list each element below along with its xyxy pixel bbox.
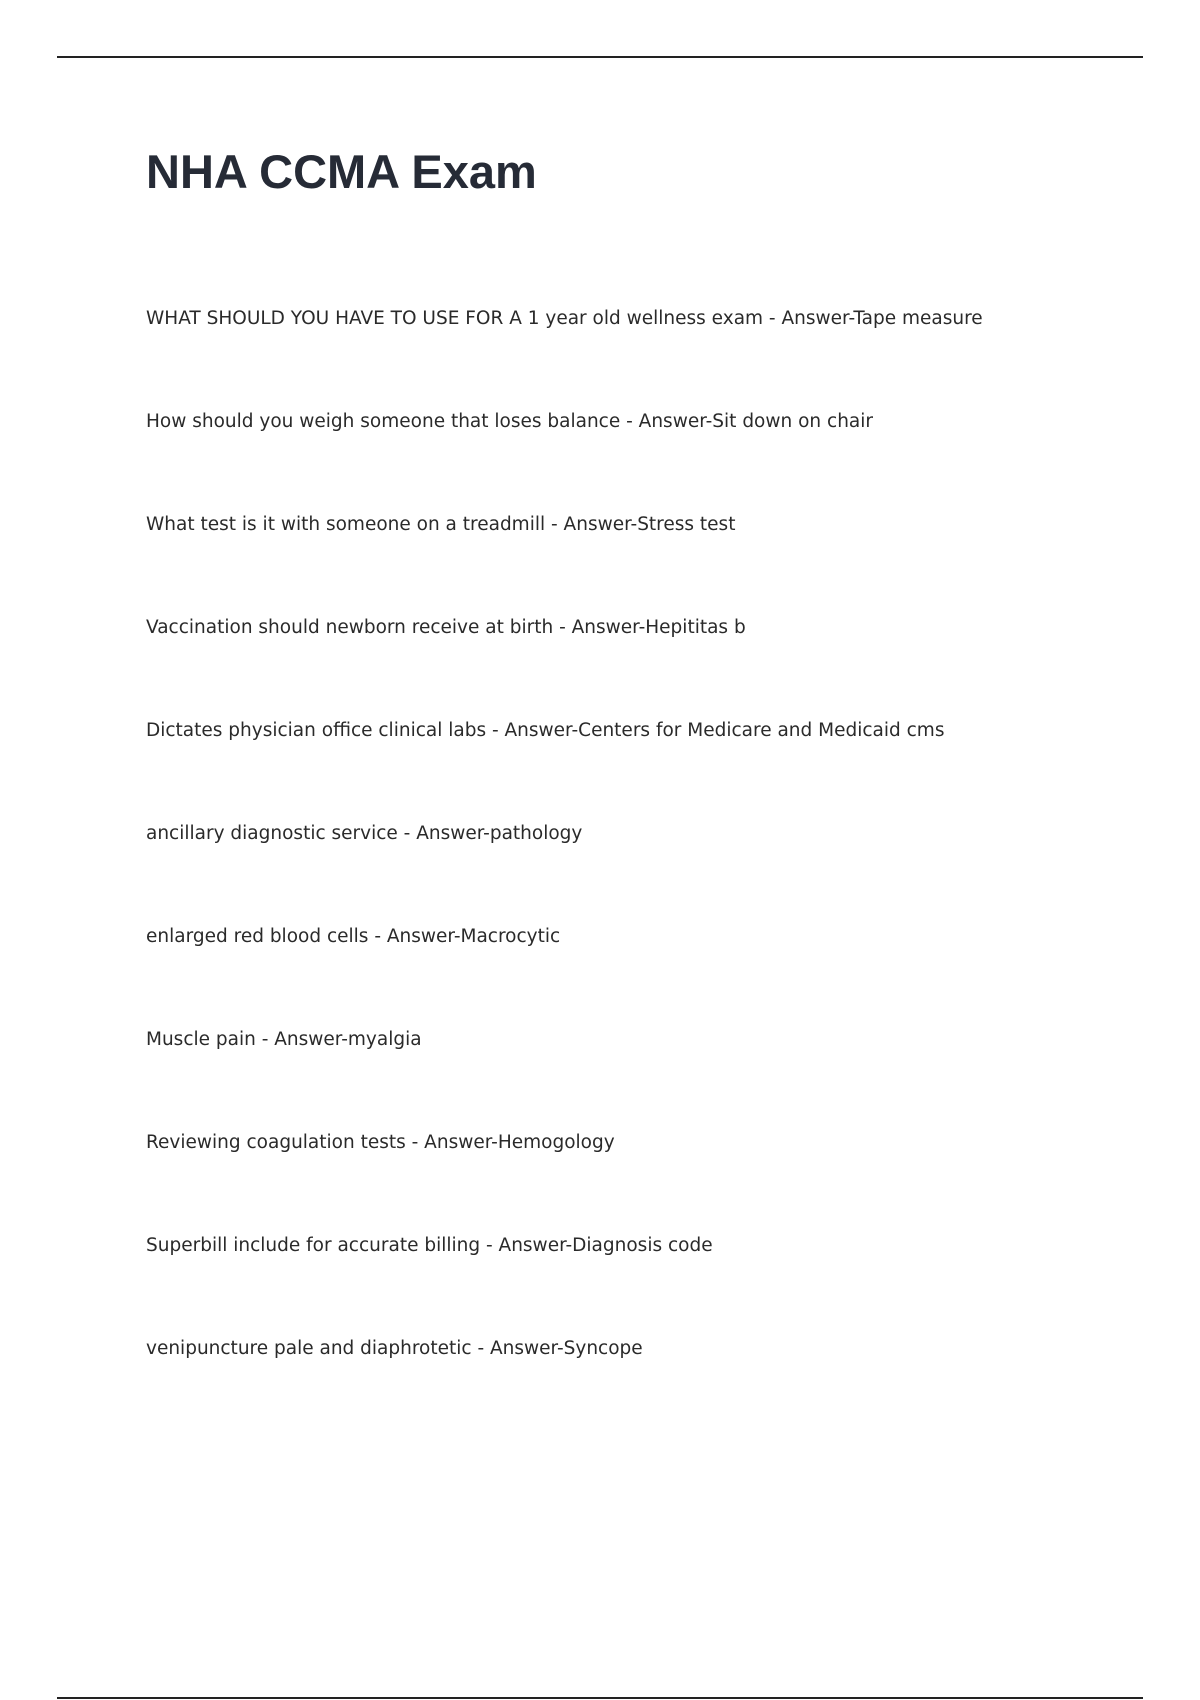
- bottom-rule: [57, 1697, 1143, 1699]
- qa-item: Vaccination should newborn receive at birth - Answer-Hepititas b: [146, 617, 746, 638]
- top-rule: [57, 56, 1143, 58]
- qa-item: WHAT SHOULD YOU HAVE TO USE FOR A 1 year old wellness exam - Answer-Tape measure: [146, 308, 983, 329]
- qa-item: How should you weigh someone that loses balance - Answer-Sit down on chair: [146, 411, 874, 432]
- qa-item: What test is it with someone on a treadmill - Answer-Stress test: [146, 514, 736, 535]
- qa-item: Reviewing coagulation tests - Answer-Hemogology: [146, 1132, 615, 1153]
- qa-item: enlarged red blood cells - Answer-Macrocytic: [146, 926, 561, 947]
- qa-list: [146, 305, 983, 1438]
- qa-item: ancillary diagnostic service - Answer-pathology: [146, 823, 583, 844]
- qa-item: Muscle pain - Answer-myalgia: [146, 1029, 422, 1050]
- page-title: NHA CCMA Exam: [146, 145, 537, 198]
- qa-item: venipuncture pale and diaphrotetic - Answer-Syncope: [146, 1338, 643, 1359]
- qa-item: Dictates physician office clinical labs - Answer-Centers for Medicare and Medicaid cms: [146, 720, 945, 741]
- qa-item: Superbill include for accurate billing - Answer-Diagnosis code: [146, 1235, 713, 1256]
